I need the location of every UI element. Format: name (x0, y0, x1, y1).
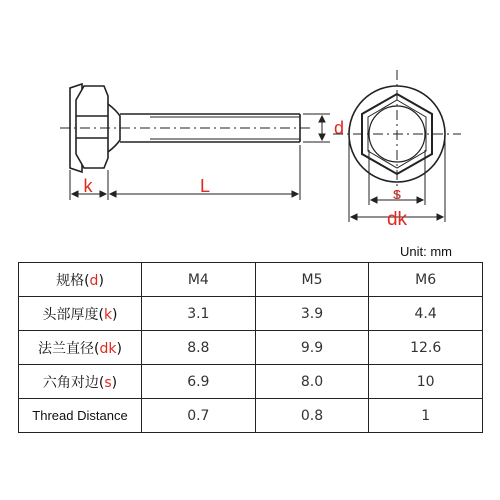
table-cell: 0.8 (255, 399, 369, 433)
d-dimension-label: d (334, 118, 345, 138)
table-cell: 8.0 (255, 365, 369, 399)
table-cell: 4.4 (369, 297, 483, 331)
table-cell: M4 (142, 263, 256, 297)
table-cell: 1 (369, 399, 483, 433)
table-cell: 3.9 (255, 297, 369, 331)
bolt-end-view (333, 70, 461, 198)
bolt-side-view (60, 84, 312, 172)
spec-table (18, 262, 483, 433)
table-cell: M6 (369, 263, 483, 297)
table-row (19, 365, 483, 399)
row-label: 规格 (56, 272, 85, 289)
k-dimension-label: k (83, 176, 93, 196)
table-row (19, 297, 483, 331)
bolt-technical-drawing (0, 0, 500, 240)
row-symbol: k (103, 306, 113, 323)
unit-label: Unit: mm (400, 244, 452, 259)
row-symbol: s (104, 374, 112, 391)
table-row (19, 331, 483, 365)
row-symbol: dk (99, 340, 117, 357)
row-label-cell: 法兰直径(dk) (19, 331, 142, 365)
table-row (19, 399, 483, 433)
table-cell: 8.8 (142, 331, 256, 365)
row-label: 六角对边 (42, 374, 99, 391)
row-label: Thread Distance (32, 408, 128, 423)
row-label-cell (19, 399, 142, 433)
table-cell: 12.6 (369, 331, 483, 365)
table-cell: 3.1 (142, 297, 256, 331)
L-dimension-label: L (199, 176, 211, 196)
row-label: 法兰直径 (38, 340, 95, 357)
s-dimension-label: s (392, 184, 402, 203)
row-symbol: d (89, 272, 99, 289)
row-label-cell: 规格(d) (19, 263, 142, 297)
table-cell: 6.9 (142, 365, 256, 399)
row-label: 头部厚度 (42, 306, 99, 323)
row-label-cell: 头部厚度(k) (19, 297, 142, 331)
dk-dimension-label: dk (386, 209, 408, 230)
table-row (19, 263, 483, 297)
table-cell: 10 (369, 365, 483, 399)
table-cell: 9.9 (255, 331, 369, 365)
table-cell: 0.7 (142, 399, 256, 433)
row-label-cell: 六角对边(s) (19, 365, 142, 399)
table-cell: M5 (255, 263, 369, 297)
